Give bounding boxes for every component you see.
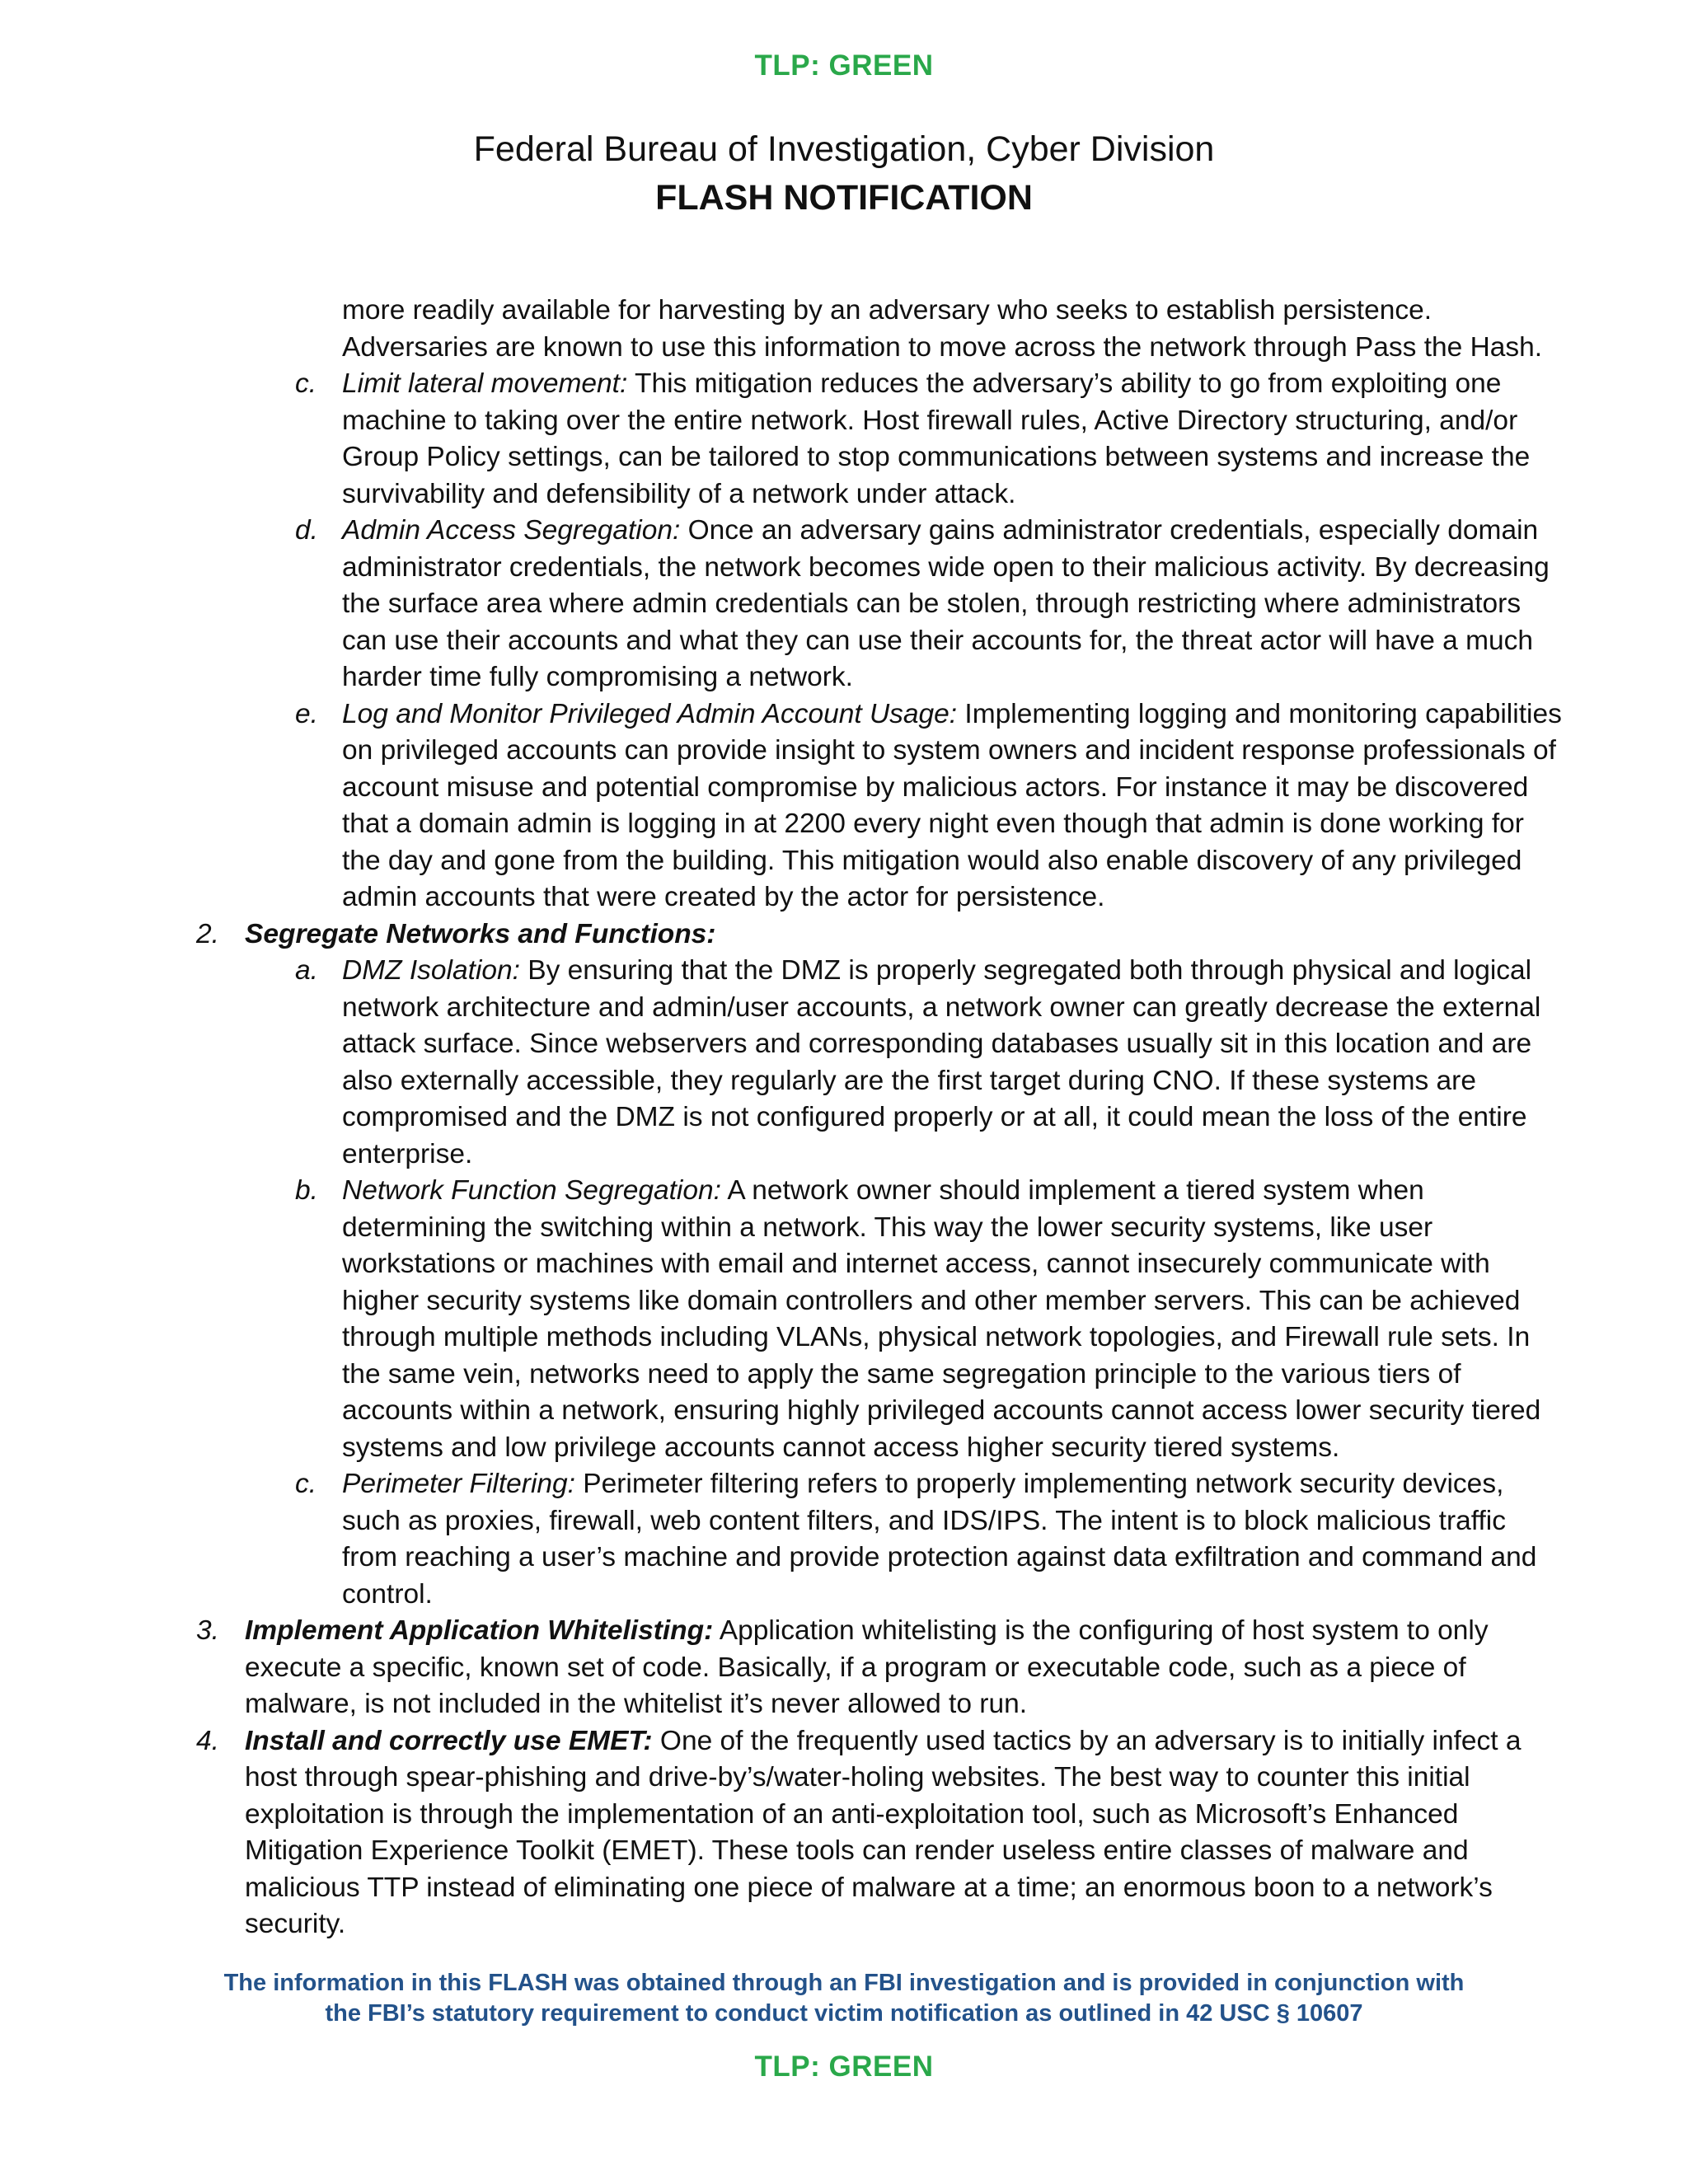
list-item-2b <box>0 1173 1688 1466</box>
document-type-title: FLASH NOTIFICATION <box>655 178 1033 218</box>
section-text: Application whitelisting is the configuring of host system to only execute a specific, known set of code. Basically, if a program or executable code, such as a piece of malware, is not included in the whitelist it’s never allowed to run. <box>245 1615 1489 1719</box>
list-item-2c <box>0 1466 1688 1613</box>
footer-disclaimer <box>0 1968 1688 2029</box>
issuing-organization: Federal Bureau of Investigation, Cyber Division <box>473 129 1215 169</box>
item-term: Network Function Segregation: <box>342 1175 721 1206</box>
document-body <box>0 293 1688 1943</box>
list-marker: b. <box>295 1175 318 1206</box>
item-term: Admin Access Segregation: <box>342 515 681 546</box>
tlp-marking-bottom: TLP: GREEN <box>754 2050 934 2083</box>
item-text: This mitigation reduces the adversary’s ability to go from exploiting one machine to taking over the entire network. Host firewall rules, Active Directory structuring, and/or Group Policy settings, can be tailored to stop communications between systems and increase the survivability and defensibility of a network under attack. <box>342 368 1531 509</box>
list-marker: 4. <box>196 1725 219 1756</box>
document-header <box>0 124 1688 221</box>
list-marker: d. <box>295 515 318 546</box>
section-text: One of the frequently used tactics by an adversary is to initially infect a host through spear-phishing and drive-by’s/water-holing websites. The best way to counter this initial exploitation is through the implementation of an anti-exploitation tool, such as Microsoft’s Enhanced Mitigation Experience Toolkit (EMET). These tools can render useless entire classes of malware and malicious TTP instead of eliminating one piece of malware at a time; an enormous boon to a network’s security. <box>245 1725 1522 1939</box>
section-term: Implement Application Whitelisting: <box>245 1615 714 1646</box>
list-marker: c. <box>295 1469 317 1499</box>
footer-disclaimer-line-2: the FBI’s statutory requirement to conduct victim notification as outlined in 42 USC § 10607 <box>325 2000 1363 2027</box>
list-marker: e. <box>295 698 318 729</box>
item-term: Limit lateral movement: <box>342 368 628 399</box>
item-text: A network owner should implement a tiered system when determining the switching within a network. This way the lower security systems, like user workstations or machines with email and internet access, cannot insecurely communicate with higher security systems like domain controllers and other member servers. This can be achieved through multiple methods including VLANs, physical network topologies, and Firewall rule sets. In the same vein, networks need to apply the same segregation principle to the various tiers of accounts within a network, ensuring highly privileged accounts cannot access lower security tiered systems and low privilege accounts cannot access higher security tiered systems. <box>342 1175 1541 1463</box>
continued-paragraph: more readily available for harvesting by an adversary who seeks to establish persistence. Adversaries are known to use this information to move across the network through Pass the Hash. <box>342 295 1543 363</box>
item-text: Once an adversary gains administrator credentials, especially domain administrator credentials, the network becomes wide open to their malicious activity. By decreasing the surface area where admin credentials can be stolen, through restricting where administrators can use their accounts and what they can use their accounts for, the threat actor will have a much harder time fully compromising a network. <box>342 515 1550 692</box>
section-term: Install and correctly use EMET: <box>245 1725 653 1756</box>
list-marker: c. <box>295 368 317 399</box>
list-marker: 2. <box>196 918 219 949</box>
section-4 <box>0 1723 1688 1943</box>
list-item-1c <box>0 366 1688 513</box>
list-marker: a. <box>295 955 318 986</box>
list-item-2a <box>0 953 1688 1173</box>
item-text: Perimeter filtering refers to properly implementing network security devices, such as proxies, firewall, web content filters, and IDS/IPS. The intent is to block malicious traffic from reaching a user’s machine and provide protection against data exfiltration and command and control. <box>342 1469 1537 1610</box>
list-marker: 3. <box>196 1615 219 1646</box>
item-term: Log and Monitor Privileged Admin Account Usage: <box>342 698 958 729</box>
section-term: Segregate Networks and Functions: <box>245 918 716 949</box>
item-term: DMZ Isolation: <box>342 955 520 986</box>
item-term: Perimeter Filtering: <box>342 1469 575 1499</box>
list-item-1e <box>0 696 1688 916</box>
item-text: Implementing logging and monitoring capabilities on privileged accounts can provide insight to system owners and incident response professionals of account misuse and potential compromise by malicious actors. For instance it may be discovered that a domain admin is logging in at 2200 every night even though that admin is done working for the day and gone from the building. This mitigation would also enable discovery of any privileged admin accounts that were created by the actor for persistence. <box>342 698 1562 912</box>
tlp-marking-top: TLP: GREEN <box>754 49 934 82</box>
section-2-heading <box>0 916 1688 954</box>
section-3 <box>0 1613 1688 1723</box>
footer-disclaimer-line-1: The information in this FLASH was obtained through an FBI investigation and is provided in conjunction with <box>223 1970 1465 1996</box>
list-item-1d <box>0 513 1688 696</box>
item-text: By ensuring that the DMZ is properly segregated both through physical and logical network architecture and admin/user accounts, a network owner can greatly decrease the external attack surface. Since webservers and corresponding databases usually sit in this location and are also externally accessible, they regularly are the first target during CNO. If these systems are compromised and the DMZ is not configured properly or at all, it could mean the loss of the entire enterprise. <box>342 955 1541 1169</box>
